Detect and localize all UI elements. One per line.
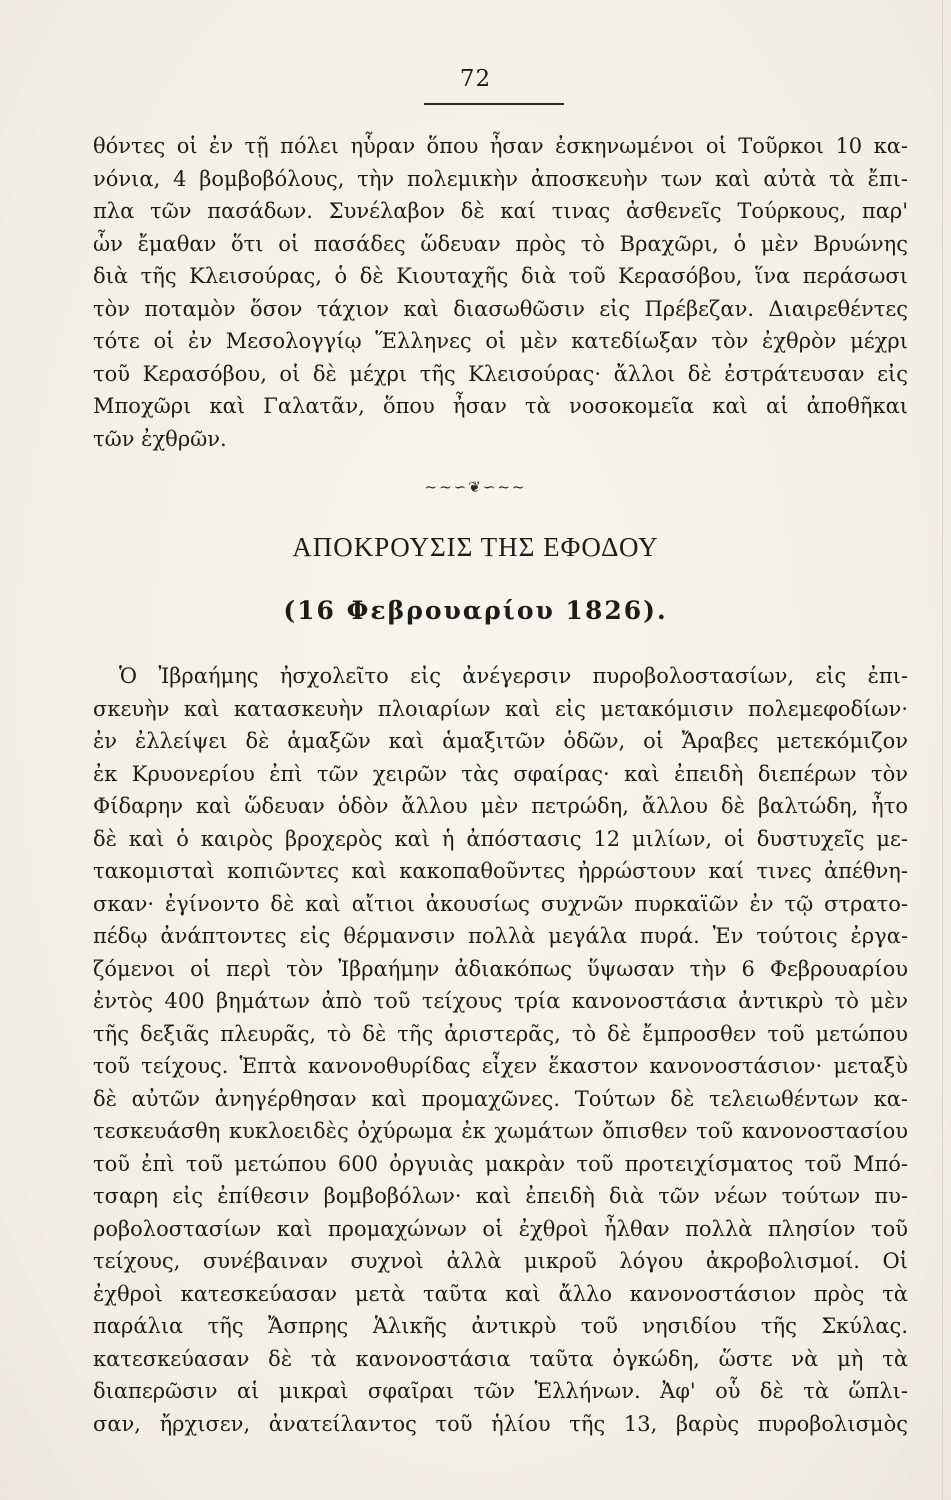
text-line: δὲ καὶ ὁ καιρὸς βροχερὸς καὶ ἡ ἀπόστασις 12 μιλίων, οἱ δυστυχεῖς με- (93, 826, 908, 851)
text-line: σαν, ἤρχισεν, ἀνατείλαντος τοῦ ἡλίου τῆς 13, βαρὺς πυροβολισμὸς (93, 1411, 908, 1436)
text-line: κατεσκεύασαν δὲ τὰ κανονοστάσια ταῦτα ὀγκώδη, ὥστε νὰ μὴ τὰ (93, 1346, 908, 1371)
text-line: διὰ τῆς Κλεισούρας, ὁ δὲ Κιουταχῆς διὰ τοῦ Κερασόβου, ἵνα περάσωσι (93, 264, 908, 288)
text-line: τοῦ τείχους. Ἑπτὰ κανονοθυρίδας εἶχεν ἕκαστον κανονοστάσιον· μεταξὺ (93, 1054, 908, 1078)
text-line: σκαν· ἐγίνοντο δὲ καὶ αἴτιοι ἀκουσίως συχνῶν πυρκαϊῶν ἐν τῷ στρατο- (93, 891, 908, 916)
text-line: τὸν ποταμὸν ὅσον τάχιον καὶ διασωθῶσιν εἰς Πρέβεζαν. Διαιρεθέντες (93, 296, 908, 321)
text-line: τῶν ἐχθρῶν. (93, 426, 227, 451)
text-line: τεσκευάσθη κυκλοειδὲς ὀχύρωμα ἐκ χωμάτων ὄπισθεν τοῦ κανονοστασίου (93, 1119, 908, 1143)
text-line: ἐκ Κρυονερίου ἐπὶ τῶν χειρῶν τὰς σφαίρας· καὶ ἐπειδὴ διεπέρων τὸν (93, 761, 908, 786)
text-line: διαπερῶσιν αἱ μικραὶ σφαῖραι τῶν Ἑλλήνων. Ἀφ' οὗ δὲ τὰ ὥπλι- (93, 1379, 908, 1403)
page-number-rule (424, 103, 564, 105)
page-number: 72 (459, 66, 492, 92)
text-line: ὧν ἔμαθαν ὅτι οἱ πασάδες ὥδευαν πρὸς τὸ Βραχῶρι, ὁ μὲν Βρυώνης (93, 231, 908, 256)
top-paragraph (93, 130, 908, 455)
text-line: τακομισταὶ κοπιῶντες καὶ κακοπαθοῦντες ἠρρώστουν καί τινες ἀπέθνη- (93, 859, 908, 883)
text-line: τσαρη εἰς ἐπίθεσιν βομβοβόλων· καὶ ἐπειδὴ διὰ τῶν νέων τούτων πυ- (93, 1184, 908, 1208)
text-line: νόνια, 4 βομβοβόλους, τὴν πολεμικὴν ἀποσκευὴν των καὶ αὐτὰ τὰ ἔπι- (93, 166, 908, 191)
text-line: ροβολοστασίων καὶ προμαχώνων οἱ ἐχθροὶ ἦλθαν πολλὰ πλησίον τοῦ (93, 1216, 908, 1241)
text-line: θόντες οἱ ἐν τῇ πόλει ηὗραν ὅπου ἦσαν ἐσκηνωμένοι οἱ Τοῦρκοι 10 κα- (93, 134, 908, 158)
main-paragraph (93, 660, 908, 1440)
text-line: ζόμενοι οἱ περὶ τὸν Ἰβραήμην ἀδιακόπως ὕψωσαν τὴν 6 Φεβρουαρίου (93, 956, 908, 981)
text-line: ἐν ἐλλείψει δὲ ἁμαξῶν καὶ ἁμαξιτῶν ὁδῶν, οἱ Ἄραβες μετεκόμιζον (93, 729, 908, 753)
text-line: τῆς δεξιᾶς πλευρᾶς, τὸ δὲ τῆς ἀριστερᾶς, τὸ δὲ ἔμπροσθεν τοῦ μετώπου (93, 1021, 908, 1046)
text-line: Φίδαρην καὶ ὥδευαν ὁδὸν ἄλλου μὲν πετρώδη, ἄλλου δὲ βαλτώδη, ἦτο (93, 794, 908, 818)
text-line: σκευὴν καὶ κατασκευὴν πλοιαρίων καὶ εἰς μετακόμισιν πολεμεφοδίων· (93, 696, 908, 721)
section-heading: ΑΠΟΚΡΟΥΣΙΣ ΤΗΣ ΕΦΟΔΟΥ (292, 532, 659, 562)
text-line: τοῦ Κερασόβου, οἱ δὲ μέχρι τῆς Κλεισούρας· ἄλλοι δὲ ἐστράτευσαν εἰς (93, 361, 908, 386)
text-line: δὲ αὐτῶν ἀνηγέρθησαν καὶ προμαχῶνες. Τούτων δὲ τελειωθέντων κα- (93, 1086, 908, 1111)
text-line: παράλια τῆς Ἄσπρης Ἁλικῆς ἀντικρὺ τοῦ νησιδίου τῆς Σκύλας. (93, 1314, 908, 1338)
text-line: τείχους, συνέβαιναν συχνοὶ ἀλλὰ μικροῦ λόγου ἀκροβολισμοί. Οἱ (93, 1249, 908, 1273)
text-line: πέδῳ ἀνάπτοντες εἰς θέρμανσιν πολλὰ μεγάλα πυρά. Ἐν τούτοις ἐργα- (93, 924, 908, 948)
text-line: ἐχθροὶ κατεσκεύασαν μετὰ ταῦτα καὶ ἄλλο κανονοστάσιον πρὸς τὰ (93, 1281, 908, 1306)
text-line: Μποχῶρι καὶ Γαλατᾶν, ὅπου ἦσαν τὰ νοσοκομεῖα καὶ αἱ ἀποθῆκαι (93, 394, 908, 418)
section-subheading: (16 Φεβρουαρίου 1826). (283, 596, 668, 625)
text-line: τοῦ ἐπὶ τοῦ μετώπου 600 ὀργυιὰς μακρὰν τοῦ προτειχίσματος τοῦ Μπό- (93, 1151, 908, 1176)
text-line: ἐντὸς 400 βημάτων ἀπὸ τοῦ τείχους τρία κανονοστάσια ἀντικρὺ τὸ μὲν (93, 989, 908, 1013)
section-ornament: ~~∽❦∽~~ (424, 478, 527, 496)
text-line: πλα τῶν πασάδων. Συνέλαβον δὲ καί τινας ἀσθενεῖς Τούρκους, παρ' (93, 199, 908, 223)
text-line: τότε οἱ ἐν Μεσολογγίῳ Ἕλληνες οἱ μὲν κατεδίωξαν τὸν ἐχθρὸν μέχρι (93, 329, 908, 353)
text-line: Ὁ Ἰβραήμης ἠσχολεῖτο εἰς ἀνέγερσιν πυροβολοστασίων, εἰς ἐπι- (119, 664, 908, 688)
page-edge-line (942, 0, 943, 1500)
